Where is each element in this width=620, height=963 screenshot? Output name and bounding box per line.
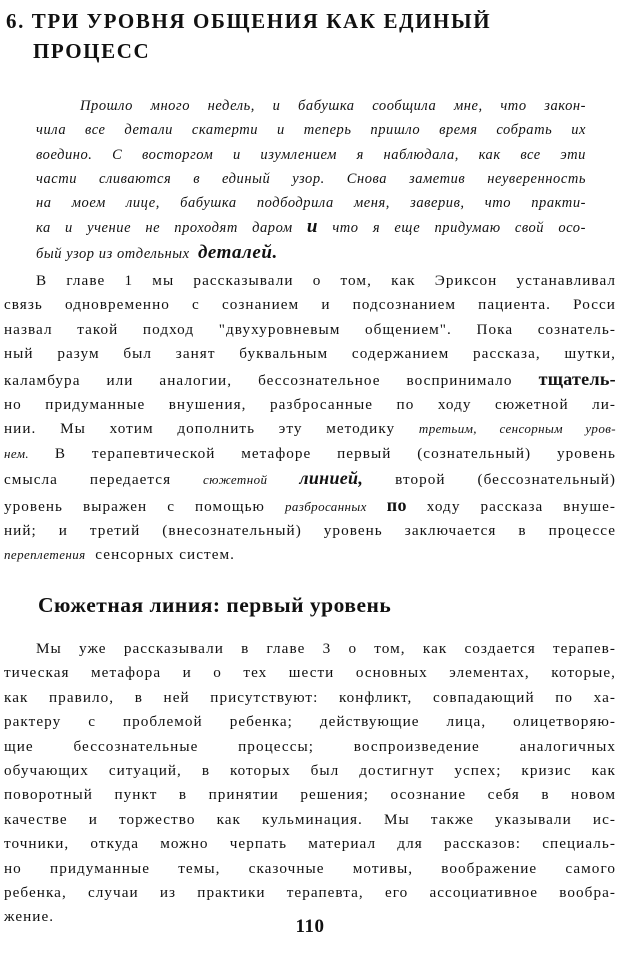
text-line: обучающих ситуаций, в которых был достигнут успех; кризис как — [4, 762, 616, 780]
text-line: жение. — [4, 908, 55, 926]
text-line — [4, 367, 616, 393]
epigraph-emphasis: и — [306, 216, 319, 238]
text-line: как правило, в ней присутствуют: конфликт, совпадающий по ха- — [4, 688, 616, 706]
text-line: ный разум был занят буквальным содержанием рассказа, шутки, — [4, 345, 616, 363]
chapter-title — [6, 6, 606, 66]
text-line — [4, 543, 616, 567]
text-span: смысла передается — [4, 471, 172, 489]
text-span: В терапевтической метафоре первый (сознательный) уровень — [54, 444, 616, 462]
text-span: нии. Мы хотим дополнить эту методику — [4, 420, 396, 438]
body-paragraph — [4, 269, 616, 568]
epigraph-line: воедино. С восторгом и изумлением я наблюдала, как все эти — [36, 146, 586, 163]
emphasis-text: тщатель- — [538, 368, 616, 389]
emphasis-text: по — [386, 494, 407, 515]
italic-text: переплетения — [4, 547, 86, 563]
section-heading: Сюжетная линия: первый уровень — [38, 593, 392, 617]
text-span: сенсорных систем. — [95, 546, 235, 564]
text-line — [4, 442, 616, 466]
text-line: ребенка, случаи из практики терапевта, его ассоциативное вообра- — [4, 884, 616, 902]
text-span: ходу рассказа внуше- — [426, 497, 616, 515]
text-line: поворотный пункт в принятии решения; осознание себя в новом — [4, 786, 616, 804]
epigraph-line: чила все детали скатерти и теперь пришло время собрать их — [36, 122, 586, 139]
text-line: Мы уже рассказывали в главе 3 о том, как создается терапев- — [36, 640, 616, 657]
epigraph-text: бый узор из отдельных — [36, 245, 190, 262]
text-line: ний; и третий (внесознательный) уровень заключается в процессе — [4, 522, 616, 540]
epigraph-text: что я еще придумаю свой осо- — [332, 220, 586, 237]
text-line: но придуманные внушения, разбросанные по ходу сюжетной ли- — [4, 396, 616, 414]
text-line: связь одновременно с сознанием и подсознанием пациента. Росси — [4, 296, 616, 314]
chapter-title-line: 6. ТРИ УРОВНЯ ОБЩЕНИЯ КАК ЕДИНЫЙ — [6, 9, 492, 33]
epigraph-line: Прошло много недель, и бабушка сообщила мне, что закон- — [80, 98, 586, 114]
italic-text: нем. — [4, 445, 30, 461]
emphasis-text: линией, — [299, 468, 364, 489]
text-line — [4, 493, 616, 519]
epigraph — [36, 94, 586, 266]
epigraph-emphasis: деталей. — [197, 241, 278, 263]
italic-text: третьим, сенсорным уров- — [418, 421, 616, 437]
text-span: каламбура или аналогии, бессознательное воспринимало — [4, 371, 513, 389]
text-line: тическая метафора и о тех шести основных элементах, которые, — [4, 664, 616, 682]
epigraph-line: на моем лице, бабушка подбодрила меня, заверив, что практи- — [36, 195, 586, 212]
page-number: 110 — [295, 916, 325, 937]
text-line: В главе 1 мы рассказывали о том, как Эриксон устанавливал — [36, 272, 616, 289]
epigraph-line: части сливаются в единый узор. Снова заметив неуверенность — [36, 170, 586, 187]
italic-text: разбросанных — [284, 498, 367, 514]
epigraph-line — [36, 215, 586, 240]
italic-text: сюжетной — [203, 472, 268, 488]
text-span: второй (бессознательный) — [395, 471, 616, 489]
text-line: рактеру с проблемой ребенка; действующие лица, олицетворяю- — [4, 713, 616, 731]
text-line — [4, 417, 616, 441]
text-span: уровень выражен с помощью — [4, 497, 265, 515]
text-line: назвал такой подход "двухуровневым общением". Пока сознатель- — [4, 320, 616, 338]
epigraph-text: ка и учение не проходят даром — [36, 220, 293, 237]
text-line — [4, 466, 616, 492]
text-line: качестве и торжество как кульминация. Мы также указывали ис- — [4, 810, 616, 828]
text-line: щие бессознательные процессы; воспроизведение аналогичных — [4, 737, 616, 755]
text-line: точники, откуда можно черпать материал для рассказов: специаль- — [4, 835, 616, 853]
body-paragraph — [4, 637, 616, 930]
text-line: но придуманные темы, сказочные мотивы, воображение самого — [4, 859, 616, 877]
chapter-title-line: ПРОЦЕСС — [33, 39, 151, 63]
epigraph-line — [36, 241, 586, 266]
